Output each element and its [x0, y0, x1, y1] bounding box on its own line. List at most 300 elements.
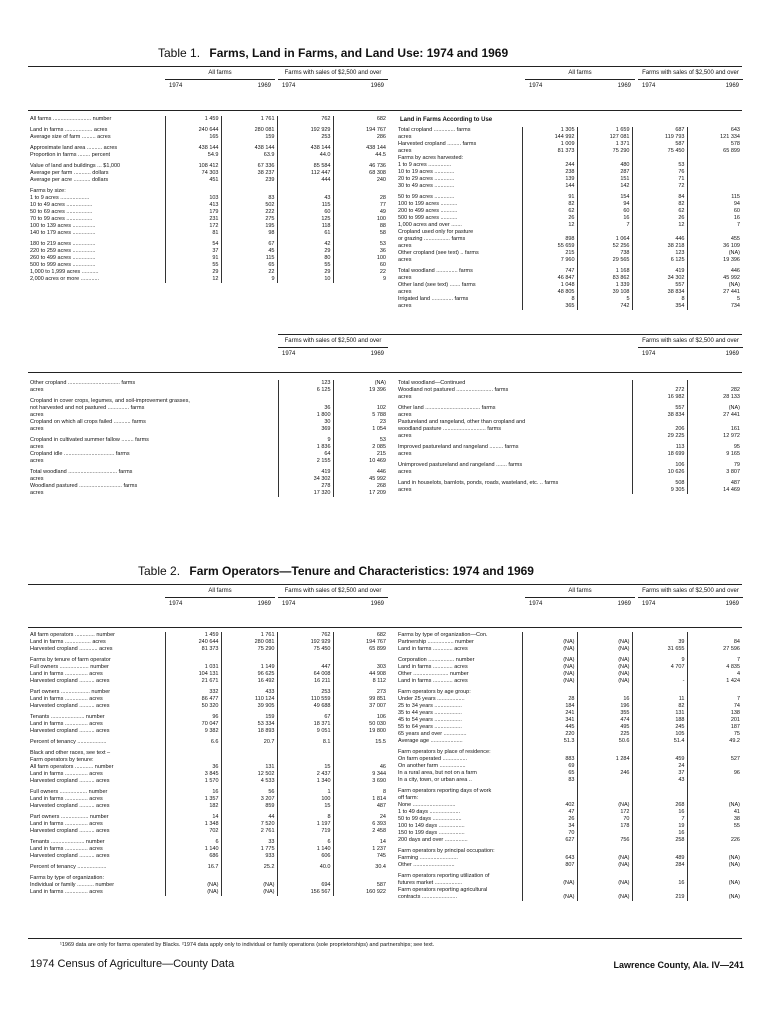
row-value: 2 761 — [221, 828, 277, 835]
row-value — [632, 689, 687, 696]
row-value — [577, 155, 632, 162]
row-value: 15.5 — [333, 739, 388, 746]
row-value: 6 393 — [333, 821, 388, 828]
row-value: 27 441 — [687, 289, 742, 296]
row-value: 1 761 — [221, 632, 277, 639]
row-value: 1 140 — [165, 846, 221, 853]
row-value: 272 — [632, 387, 687, 394]
row-label: Harvested cropland ......... farms — [398, 141, 477, 147]
row-value: 127 081 — [577, 134, 632, 141]
table-row — [28, 426, 388, 433]
row-value: 16 — [632, 809, 687, 816]
row-value: 332 — [165, 689, 221, 696]
row-label: Total cropland .............. farms — [398, 127, 471, 133]
row-label: Total woodland ................................ farms — [30, 469, 133, 475]
row-label: 50 to 99 days ................... — [398, 816, 462, 822]
table-row — [396, 229, 742, 236]
row-label: contracts ....................... — [398, 894, 457, 900]
row-value — [577, 777, 632, 784]
row-value: 63.9 — [221, 152, 277, 159]
row-label: Value of land and buildings ... $1,000 — [30, 163, 121, 169]
row-value: 77 — [333, 202, 388, 209]
table-row — [28, 398, 388, 405]
row-value: 192 929 — [277, 639, 333, 646]
row-value: 22 — [333, 269, 388, 276]
row-label: 100 to 139 acres ............... — [30, 223, 96, 229]
row-value — [687, 229, 742, 236]
row-label: Corporation ................. number — [398, 657, 475, 663]
row-value: 26 — [522, 215, 577, 222]
table-row — [28, 145, 388, 152]
row-label: 500 to 999 acres ............... — [30, 262, 96, 268]
row-value: 8 — [277, 814, 333, 821]
row-label: Percent of tenancy ................... — [30, 739, 107, 745]
table-row — [28, 814, 388, 821]
row-label: Average per farm ........... dollars — [30, 170, 109, 176]
table-row — [396, 387, 742, 394]
table-row — [396, 169, 742, 176]
row-value: 55 659 — [522, 243, 577, 250]
row-value: 231 — [165, 216, 221, 223]
row-value: 369 — [278, 426, 333, 433]
row-label: Other ....................... number — [398, 671, 469, 677]
row-value — [522, 632, 577, 639]
row-value: (NA) — [577, 646, 632, 653]
row-value: 240 644 — [165, 639, 221, 646]
row-value: 98 — [221, 230, 277, 237]
row-value: 29 225 — [632, 433, 687, 440]
row-value: 39 905 — [221, 703, 277, 710]
row-value: 1 459 — [165, 632, 221, 639]
row-value: 159 — [221, 134, 277, 141]
row-value: 433 — [221, 689, 277, 696]
row-label: Harvested cropland .......... acres — [30, 853, 110, 859]
row-value: 702 — [165, 828, 221, 835]
row-label: 10 to 49 acres ................. — [30, 202, 93, 208]
row-value: 39 — [632, 639, 687, 646]
row-value: 1 237 — [333, 846, 388, 853]
row-label: Black and other races, see text – — [30, 750, 111, 756]
table-row — [396, 777, 742, 784]
table-row — [28, 195, 388, 202]
row-value: 578 — [687, 141, 742, 148]
table-row — [28, 188, 388, 195]
row-value: 165 — [165, 134, 221, 141]
row-value: 61 — [277, 230, 333, 237]
row-label: 35 to 44 years .................. — [398, 710, 462, 716]
row-value: 341 — [522, 717, 577, 724]
row-label: 1 to 49 days .................... — [398, 809, 461, 815]
row-value: 36 109 — [687, 243, 742, 250]
row-value: 6 — [277, 839, 333, 846]
row-value: 44 — [221, 814, 277, 821]
row-value: 65 — [522, 770, 577, 777]
row-value: 62 — [522, 208, 577, 215]
row-value: (NA) — [522, 671, 577, 678]
table-row — [396, 134, 742, 141]
table-row — [396, 887, 742, 894]
row-label: Improved pastureland and rangeland ......... farms — [398, 444, 519, 450]
row-value: 445 — [522, 724, 577, 731]
table-row — [28, 639, 388, 646]
row-value: 16 — [577, 215, 632, 222]
table-row — [396, 646, 742, 653]
row-label: acres — [398, 451, 412, 457]
table2-header-rule — [28, 627, 742, 628]
row-value: (NA) — [687, 862, 742, 869]
row-value: 10 469 — [333, 458, 388, 465]
table1-header-rule — [28, 110, 742, 111]
row-label: Woodland not pastured ........................ farms — [398, 387, 509, 393]
row-value: 1 814 — [333, 796, 388, 803]
row-value: 55 — [687, 823, 742, 830]
row-label: Other land (see text) ....... farms — [398, 282, 476, 288]
row-value: 16 492 — [221, 678, 277, 685]
row-value: 94 — [577, 201, 632, 208]
row-value: 241 — [522, 710, 577, 717]
row-value: 1 149 — [221, 664, 277, 671]
row-label: 500 to 999 acres ........... — [398, 215, 458, 221]
row-value: 82 — [522, 201, 577, 208]
row-value: 15 — [277, 803, 333, 810]
row-label: Other cropland (see text) .. farms — [398, 250, 479, 256]
row-label: acres — [30, 458, 44, 464]
row-value — [522, 155, 577, 162]
table-row — [396, 176, 742, 183]
row-value — [333, 398, 388, 405]
row-value: 413 — [165, 202, 221, 209]
row-value: 29 — [277, 269, 333, 276]
row-value: 9 — [221, 276, 277, 283]
table-row — [396, 148, 742, 155]
row-value: 70 — [522, 830, 577, 837]
row-value: 275 — [221, 216, 277, 223]
row-value — [277, 188, 333, 195]
row-value: (NA) — [333, 380, 388, 387]
table-row — [28, 248, 388, 255]
row-value: 17 209 — [333, 490, 388, 497]
row-label: acres — [398, 148, 412, 154]
row-value: 9 051 — [277, 728, 333, 735]
row-value — [522, 229, 577, 236]
row-value: (NA) — [687, 282, 742, 289]
row-value: 1 031 — [165, 664, 221, 671]
row-value: 1 348 — [165, 821, 221, 828]
row-value: 719 — [277, 828, 333, 835]
row-value — [687, 169, 742, 176]
table-row — [396, 426, 742, 433]
row-label: Harvested cropland .......... acres — [30, 678, 110, 684]
row-label: Land in houselots, barnlots, ponds, roads, wasteland, etc. .. farms — [398, 480, 559, 486]
row-label: Harvested cropland .......... acres — [30, 703, 110, 709]
row-label: Land in farms ............... acres — [30, 771, 103, 777]
row-value: 99 851 — [333, 696, 388, 703]
table-row — [396, 289, 742, 296]
row-value: 45 992 — [687, 275, 742, 282]
row-label: All farm operators ............. number — [30, 632, 115, 638]
row-value: 474 — [577, 717, 632, 724]
row-value — [632, 788, 687, 795]
row-value: 43 — [277, 195, 333, 202]
row-value: (NA) — [522, 639, 577, 646]
table-row — [28, 632, 388, 639]
table-row — [396, 296, 742, 303]
row-value: 11 — [632, 696, 687, 703]
table-row — [28, 163, 388, 170]
row-value: 201 — [687, 717, 742, 724]
row-value — [632, 632, 687, 639]
row-value — [165, 750, 221, 757]
table2-left-header-sales: Farms with sales of $2,500 and over 1974 1969 — [278, 588, 388, 608]
row-label: Woodland pastured ............................ farms — [30, 483, 138, 489]
row-label: Land in farms ............. acres — [398, 664, 468, 670]
table-row — [396, 657, 742, 664]
row-value: 46 736 — [333, 163, 388, 170]
row-value: 1 064 — [577, 236, 632, 243]
table-row — [396, 880, 742, 887]
row-label: Full owners ................... number — [30, 664, 109, 670]
table-row — [28, 828, 388, 835]
row-label: Farm operators by age group: — [398, 689, 471, 695]
row-value — [333, 875, 388, 882]
row-value: 5 — [577, 296, 632, 303]
table1-mid-rule — [278, 334, 742, 335]
table-row — [396, 469, 742, 476]
table-row — [28, 412, 388, 419]
row-value — [577, 848, 632, 855]
row-value: 12 — [165, 276, 221, 283]
row-value: 354 — [632, 303, 687, 310]
row-value: 19 — [632, 823, 687, 830]
table1-lower-left-table — [28, 380, 388, 497]
row-value: 1 140 — [277, 846, 333, 853]
row-value — [577, 887, 632, 894]
row-value: 49.2 — [687, 738, 742, 745]
row-value: (NA) — [221, 889, 277, 896]
row-value: (NA) — [577, 639, 632, 646]
row-value: 557 — [632, 282, 687, 289]
table-row — [28, 269, 388, 276]
row-value: 2 155 — [278, 458, 333, 465]
row-value: (NA) — [687, 894, 742, 901]
row-value: 51.3 — [522, 738, 577, 745]
row-label: acres — [398, 275, 412, 281]
row-value: 402 — [522, 802, 577, 809]
row-value: 95 — [687, 444, 742, 451]
row-value — [221, 750, 277, 757]
row-value: 606 — [277, 853, 333, 860]
row-label: acres — [398, 433, 412, 439]
row-label: Part owners .................. number — [30, 814, 109, 820]
row-value — [577, 229, 632, 236]
table-row — [396, 236, 742, 243]
row-value: 44 908 — [333, 671, 388, 678]
table-row — [396, 462, 742, 469]
row-value — [687, 380, 742, 387]
row-value: 1 197 — [277, 821, 333, 828]
row-value: 102 — [333, 405, 388, 412]
row-value: 110 124 — [221, 696, 277, 703]
row-value: 22 — [221, 269, 277, 276]
row-label: Individual or family ........... number — [30, 882, 115, 888]
row-value: 883 — [522, 756, 577, 763]
row-label: 50 to 69 acres ................. — [30, 209, 93, 215]
row-value: 38 218 — [632, 243, 687, 250]
row-value: 156 567 — [277, 889, 333, 896]
row-value: 40.0 — [277, 864, 333, 871]
row-value: 82 — [632, 703, 687, 710]
row-value: 898 — [522, 236, 577, 243]
row-label: 200 days and over ............... — [398, 837, 468, 843]
row-label: All farm operators ............ number — [30, 764, 114, 770]
row-value — [687, 419, 742, 426]
row-label: 70 to 99 acres ................. — [30, 216, 93, 222]
row-value — [687, 848, 742, 855]
row-label: acres — [398, 303, 412, 309]
row-label: Land in farms ................. acres — [30, 639, 106, 645]
row-value: (NA) — [577, 657, 632, 664]
row-value: 14 — [333, 839, 388, 846]
row-value: 55 — [277, 262, 333, 269]
row-value — [687, 830, 742, 837]
row-label: Farm operators reporting agricultural — [398, 887, 488, 893]
row-value — [577, 795, 632, 802]
row-value: 16 — [632, 830, 687, 837]
row-value: 38 834 — [632, 412, 687, 419]
row-value: 151 — [577, 176, 632, 183]
row-value: 286 — [333, 134, 388, 141]
row-label: futures market .................. — [398, 880, 463, 886]
row-label: In a city, town, or urban area .. — [398, 777, 472, 783]
row-value: 82 — [632, 201, 687, 208]
row-value: 67 — [277, 714, 333, 721]
row-value: 3 845 — [165, 771, 221, 778]
table-row — [396, 268, 742, 275]
row-value: 26 — [522, 816, 577, 823]
row-value: (NA) — [577, 880, 632, 887]
row-value: 19 800 — [333, 728, 388, 735]
row-label: Pastureland and rangeland, other than cropland and — [398, 419, 526, 425]
row-value: 45 — [221, 248, 277, 255]
row-label: In a rural area, but not on a farm — [398, 770, 477, 776]
row-value: 131 — [632, 710, 687, 717]
row-label: 1 to 9 acres ................... — [30, 195, 90, 201]
row-value: 444 — [277, 177, 333, 184]
row-value — [632, 419, 687, 426]
row-value: 365 — [522, 303, 577, 310]
row-value: 83 — [221, 195, 277, 202]
row-value — [277, 875, 333, 882]
row-value: 451 — [165, 177, 221, 184]
row-value: 110 559 — [277, 696, 333, 703]
row-label: Total woodland—Continued — [398, 380, 466, 386]
row-value: 64 008 — [277, 671, 333, 678]
row-value — [165, 657, 221, 664]
row-value: 30 — [278, 419, 333, 426]
row-label: woodland pasture ............................ farms — [398, 426, 502, 432]
row-value: 96 — [687, 770, 742, 777]
row-value — [522, 689, 577, 696]
table-row — [28, 739, 388, 746]
table-row — [396, 749, 742, 756]
row-value — [522, 788, 577, 795]
row-value: 487 — [687, 480, 742, 487]
row-value: 12 — [522, 222, 577, 229]
row-value: 123 — [278, 380, 333, 387]
row-value: 49 — [333, 209, 388, 216]
row-value: 24 — [632, 763, 687, 770]
row-label: 2,000 acres or more ............ — [30, 276, 100, 282]
row-value: 16 982 — [632, 394, 687, 401]
row-value: 70 — [577, 816, 632, 823]
row-value: 19 396 — [333, 387, 388, 394]
table-row — [28, 170, 388, 177]
row-value: 62 — [632, 208, 687, 215]
row-value — [333, 750, 388, 757]
row-value: 455 — [687, 236, 742, 243]
table-row — [396, 738, 742, 745]
table-row — [28, 757, 388, 764]
row-value: (NA) — [687, 802, 742, 809]
row-value: 7 520 — [221, 821, 277, 828]
row-value: 643 — [522, 855, 577, 862]
row-value: 9 — [632, 657, 687, 664]
row-value: 83 — [522, 777, 577, 784]
row-value: 419 — [632, 268, 687, 275]
row-value: 487 — [333, 803, 388, 810]
row-value — [687, 176, 742, 183]
table1-lower-rule — [28, 372, 742, 373]
table-row — [396, 275, 742, 282]
row-label: Farms by type of organization: — [30, 875, 104, 881]
row-value: (NA) — [687, 880, 742, 887]
table-row — [28, 796, 388, 803]
row-value: 67 — [221, 241, 277, 248]
row-label: Farm operators by principal occupation: — [398, 848, 495, 854]
row-label: acres — [398, 412, 412, 418]
row-label: Land in farms ............. acres — [398, 646, 468, 652]
row-value: 53 — [632, 162, 687, 169]
row-value: 81 373 — [165, 646, 221, 653]
row-value: 240 644 — [165, 127, 221, 134]
row-value: 75 290 — [577, 148, 632, 155]
row-value: 9 165 — [687, 451, 742, 458]
table-row — [28, 671, 388, 678]
row-value: 123 — [632, 250, 687, 257]
table1-right-header-all: All farms 1974 1969 — [525, 70, 635, 90]
row-value: 91 — [522, 194, 577, 201]
table-row — [28, 444, 388, 451]
row-value: 7 — [687, 696, 742, 703]
row-value: 447 — [277, 664, 333, 671]
row-value: 182 — [165, 803, 221, 810]
row-label: acres — [398, 257, 412, 263]
row-value — [687, 795, 742, 802]
row-value: 70 047 — [165, 721, 221, 728]
row-value: 19 396 — [687, 257, 742, 264]
row-value: 160 922 — [333, 889, 388, 896]
row-value: 16.7 — [165, 864, 221, 871]
row-label: Cropland idle ................................. farms — [30, 451, 130, 457]
row-value: 446 — [632, 236, 687, 243]
row-value — [577, 830, 632, 837]
row-value: 67 336 — [221, 163, 277, 170]
row-value: 268 — [632, 802, 687, 809]
row-value — [687, 689, 742, 696]
table-row — [396, 127, 742, 134]
row-value: 65 899 — [333, 646, 388, 653]
row-value: 96 625 — [221, 671, 277, 678]
